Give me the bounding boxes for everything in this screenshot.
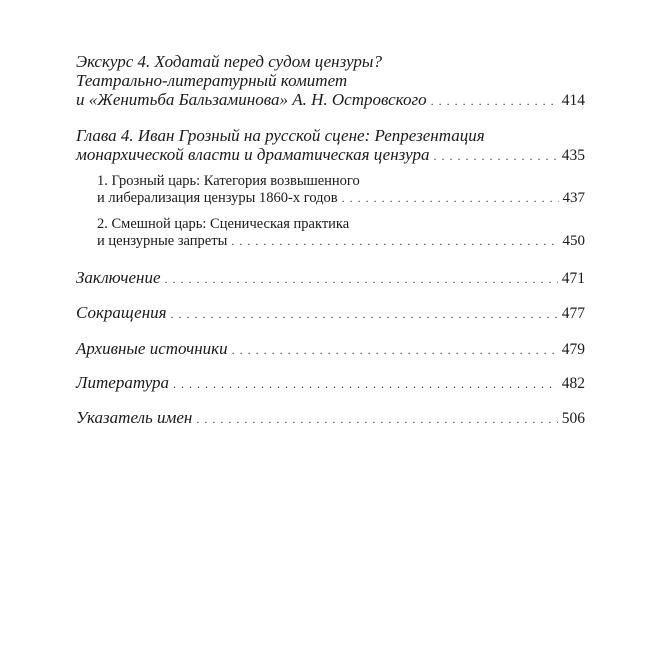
dot-leader (171, 305, 558, 324)
toc-entry-conclusion (76, 268, 585, 289)
toc-entry-title: Литература (76, 373, 170, 392)
page-number: 482 (561, 375, 585, 392)
dot-leader (431, 92, 558, 111)
page-number: 477 (561, 305, 585, 322)
toc-entry-name-index (76, 408, 585, 429)
dot-leader (196, 410, 557, 429)
dot-leader (231, 233, 558, 250)
toc-entry-title: Театрально-литературный комитет (76, 71, 348, 90)
dot-leader (433, 147, 557, 166)
toc-entry-abbreviations (76, 303, 585, 324)
page-number: 450 (562, 233, 585, 249)
toc-entry-title: 1. Грозный царь: Категория возвышенного (97, 173, 360, 189)
toc-entry-title: 2. Смешной царь: Сценическая практика (97, 216, 350, 232)
page-number: 437 (562, 190, 585, 206)
dot-leader (165, 270, 558, 289)
toc-entry-title: Архивные источники (76, 339, 228, 358)
page-number: 414 (561, 92, 585, 109)
toc-entry-title: и цензурные запреты (97, 233, 228, 249)
toc-entry-archival-sources (76, 339, 585, 360)
toc-entry-title: и «Женитьба Бальзаминова» А. Н. Островского (76, 90, 427, 109)
toc-entry-title: Экскурс 4. Ходатай перед судом цензуры? (76, 52, 382, 71)
page-number: 435 (561, 147, 585, 164)
dot-leader (173, 375, 558, 394)
page-number: 506 (561, 410, 585, 427)
toc-entry-title: и либерализация цензуры 1860-х годов (97, 190, 338, 206)
toc-entry-title: монархической власти и драматическая цензура (76, 145, 430, 164)
toc-entry-excursus-4 (76, 52, 585, 111)
toc-entry-chapter-4 (76, 126, 585, 166)
toc-entry-title: Указатель имен (76, 408, 193, 427)
toc-entry-section-2 (76, 216, 585, 250)
toc-entry-title: Заключение (76, 268, 161, 287)
toc-entry-title: Сокращения (76, 303, 167, 322)
page-number: 479 (561, 341, 585, 358)
toc-entry-literature (76, 373, 585, 394)
toc-entry-title: Глава 4. Иван Грозный на русской сцене: Репрезентация (76, 126, 485, 145)
dot-leader (232, 341, 558, 360)
toc-entry-section-1 (76, 173, 585, 207)
dot-leader (342, 190, 559, 207)
page-number: 471 (561, 270, 585, 287)
